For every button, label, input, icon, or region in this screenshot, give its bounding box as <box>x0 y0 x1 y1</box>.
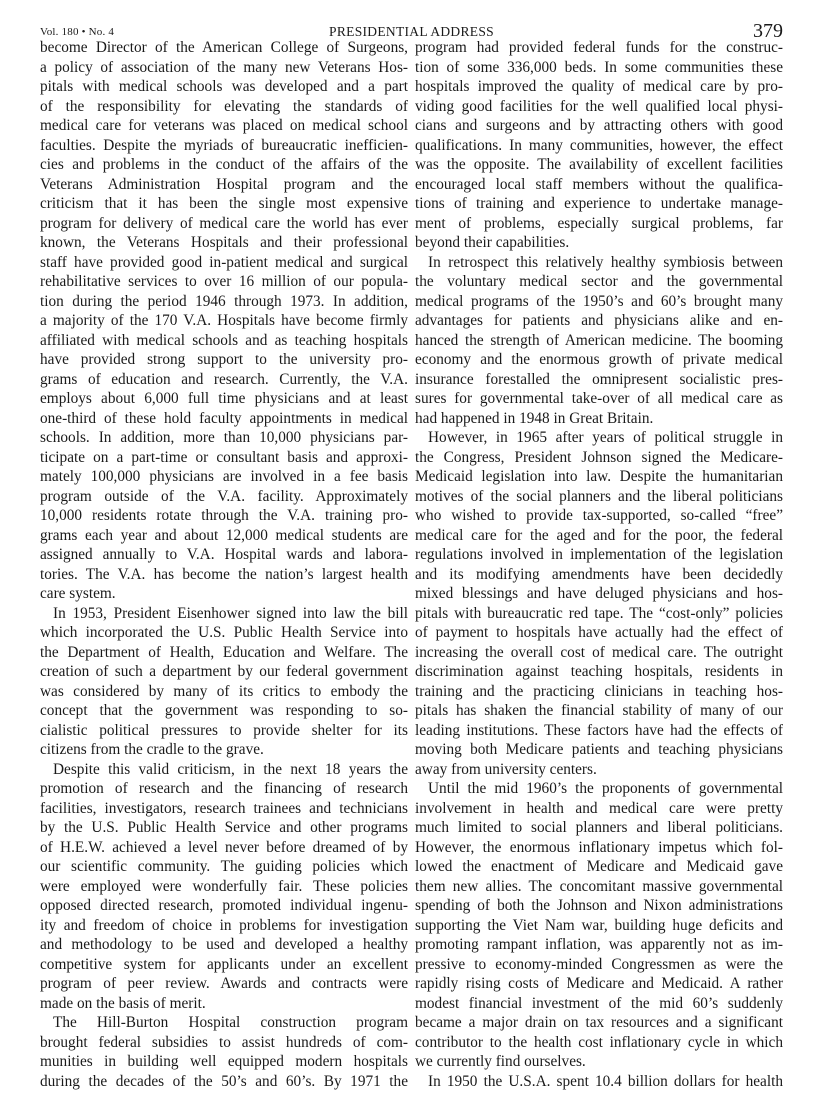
running-title: PRESIDENTIAL ADDRESS <box>329 24 494 39</box>
text-line: rapidly rising costs of Medicare and Medicaid. A rather <box>415 975 783 992</box>
text-line: encouraged local staff members without the qualifica- <box>415 175 783 193</box>
text-line: hanced the strength of American medicine. The booming <box>415 331 783 349</box>
text-line: cies and problems in the conduct of the affairs of the <box>40 156 408 173</box>
text-line: mixed blessings and have deluged physicians and hos- <box>415 585 783 602</box>
text-line: In retrospect this relatively healthy symbiosis between <box>428 253 783 271</box>
text-line: made on the basis of merit. <box>40 994 206 1012</box>
text-line: economy and the enormous growth of private medical <box>415 351 783 368</box>
text-line: munities in building well equipped modern hospitals <box>40 1053 408 1070</box>
text-line: employs about 6,000 full time physicians and at least <box>40 390 408 407</box>
text-line: opposed directed research, promoted individual ingenu- <box>40 897 408 914</box>
text-line: In 1953, President Eisenhower signed into law the bill <box>53 604 408 622</box>
paragraph <box>415 1072 783 1092</box>
text-line: the Department of Health, Education and Welfare. The <box>40 643 408 661</box>
text-line: involvement in health and medical care were pretty <box>415 799 783 817</box>
text-line: known, the Veterans Hospitals and their professional <box>40 234 408 251</box>
left-column <box>40 38 408 1091</box>
text-line: have provided strong support to the university pro- <box>40 351 408 368</box>
text-line: pitals has shaken the financial stability of many of our <box>415 702 783 719</box>
text-line: promotion of research and the financing of research <box>40 780 408 797</box>
text-line: grams of education and research. Currently, the V.A. <box>40 370 408 388</box>
text-line: brought federal subsidies to assist hundreds of com- <box>40 1033 408 1051</box>
text-line: regulations involved in implementation of the legislation <box>415 546 783 563</box>
text-line: pitals with bureaucratic red tape. The “cost-only” policies <box>415 604 783 622</box>
page-number: 379 <box>753 20 783 42</box>
text-line: supporting the Viet Nam war, building huge deficits and <box>415 916 783 934</box>
text-line: them new allies. The concomitant massive governmental <box>415 877 783 895</box>
text-line: motives of the social planners and the liberal politicians <box>415 487 783 505</box>
text-line: and its modifying amendments have been decidedly <box>415 565 783 583</box>
text-line: advantages for patients and physicians alike and en- <box>415 312 783 329</box>
text-line: concept that the government was responding to so- <box>40 702 408 719</box>
text-line: training and the practicing clinicians in teaching hos- <box>415 682 783 700</box>
text-line: became a major drain on tax resources and a significant <box>415 1014 783 1031</box>
text-line: much limited to social planners and liberal politicians. <box>415 819 783 836</box>
text-line: we currently find ourselves. <box>415 1053 586 1070</box>
paragraph <box>40 604 408 760</box>
text-line: program for delivery of medical care the world has ever <box>40 214 408 232</box>
text-line: assigned annually to V.A. Hospital wards and labora- <box>40 546 408 563</box>
text-line: spending of both the Johnson and Nixon administrations <box>415 897 783 914</box>
text-line: of H.E.W. achieved a level never before dreamed of by <box>40 838 408 856</box>
paragraph <box>40 1013 408 1091</box>
text-line: tories. The V.A. has become the nation’s largest health <box>40 565 408 583</box>
text-line: qualifications. In many communities, however, the effect <box>415 136 783 154</box>
text-line: affiliated with medical schools and as teaching hospitals <box>40 331 408 349</box>
text-line: the voluntary medical sector and the governmental <box>415 273 783 290</box>
paragraph <box>415 779 783 1072</box>
paragraph <box>415 38 783 253</box>
text-line: However, in 1965 after years of political struggle in <box>428 429 783 446</box>
text-line: hospitals improved the quality of medical care by pro- <box>415 78 783 95</box>
text-line: was considered by many of its critics to embody the <box>40 682 408 700</box>
volume-issue: Vol. 180 • No. 4 <box>40 26 115 38</box>
text-line: was the opposite. The availability of excellent facilities <box>415 156 783 173</box>
text-line: tion of some 336,000 beds. In some communities these <box>415 58 783 76</box>
text-line: ment of problems, especially surgical problems, far <box>415 214 783 232</box>
text-line: In 1950 the U.S.A. spent 10.4 billion dollars for health <box>428 1072 783 1090</box>
text-line: schools. In addition, more than 10,000 physicians par- <box>40 429 408 446</box>
text-line: competitive system for applicants under an excellent <box>40 955 408 973</box>
text-line: ticipate on a part-time or consultant basis and approxi- <box>40 448 408 466</box>
text-line: Until the mid 1960’s the proponents of governmental <box>428 780 783 797</box>
text-line: The Hill-Burton Hospital construction program <box>53 1014 408 1031</box>
text-line: mately 100,000 physicians are involved in a fee basis <box>40 468 408 485</box>
text-line: criticism that it has been the single most expensive <box>40 195 408 212</box>
text-line: moving both Medicare patients and teaching physicians <box>415 741 783 758</box>
text-line: citizens from the cradle to the grave. <box>40 741 264 758</box>
text-line: rehabilitative services to over 16 million of our popula- <box>40 273 408 290</box>
text-line: by the U.S. Public Health Service and other programs <box>40 819 408 836</box>
text-line: one-third of these hold faculty appointments in medical <box>40 409 408 427</box>
text-line: Medicaid legislation into law. Despite the humanitarian <box>415 468 783 485</box>
text-line: pressive to economy-minded Congressmen as were the <box>415 955 783 973</box>
text-line: program had provided federal funds for the construc- <box>415 39 783 56</box>
text-line: increasing the overall cost of medical care. The outright <box>415 643 783 661</box>
text-line: program outside of the V.A. facility. Approximately <box>40 487 408 505</box>
text-line: become Director of the American College of Surgeons, <box>40 39 408 56</box>
text-line: were employed were wonderfully fair. These policies <box>40 877 408 895</box>
text-line: care system. <box>40 585 116 602</box>
text-line: contributor to the health cost inflationary cycle in which <box>415 1033 783 1051</box>
text-line: tion during the period 1946 through 1973. In addition, <box>40 292 408 310</box>
text-line: viding good facilities for the well qualified local physi- <box>415 97 783 115</box>
right-column <box>415 38 783 1091</box>
text-line: modest financial investment of the mid 60’s suddenly <box>415 994 783 1012</box>
paragraph <box>415 253 783 429</box>
text-line: Despite this valid criticism, in the next 18 years the <box>53 760 408 778</box>
text-line: a majority of the 170 V.A. Hospitals have become firmly <box>40 312 408 329</box>
text-line: medical care for the aged and for the poor, the federal <box>415 526 783 544</box>
text-line: ity and freedom of choice in problems for investigation <box>40 916 408 934</box>
text-line: creation of such a department by our federal government <box>40 663 408 680</box>
text-line: of the responsibility for elevating the standards of <box>40 97 408 115</box>
text-line: medical programs of the 1950’s and 60’s brought many <box>415 292 783 310</box>
paragraph <box>40 38 408 604</box>
text-line: facilities, investigators, research trainees and technicians <box>40 799 408 817</box>
text-line: insurance forestalled the omnipresent socialistic pres- <box>415 370 783 388</box>
text-line: medical care for veterans was placed on medical school <box>40 117 408 134</box>
paragraph <box>415 428 783 779</box>
text-line: away from university centers. <box>415 760 597 778</box>
text-line: lowed the enactment of Medicare and Medicaid gave <box>415 858 783 875</box>
text-line: grams each year and about 12,000 medical students are <box>40 526 408 544</box>
text-line: program of peer review. Awards and contracts were <box>40 975 408 992</box>
paragraph <box>40 760 408 1014</box>
text-line: cialistic political pressures to provide shelter for its <box>40 721 408 739</box>
text-line: who wished to provide tax-supported, so-called “free” <box>415 507 783 524</box>
text-line: leading institutions. These factors have had the effects of <box>415 721 783 739</box>
text-line: and methodology to be used and developed a healthy <box>40 936 408 953</box>
text-line: the Congress, President Johnson signed the Medicare- <box>415 448 783 466</box>
text-line: Veterans Administration Hospital program and the <box>40 175 408 193</box>
text-line: a policy of association of the many new Veterans Hos- <box>40 58 408 76</box>
text-line: sures for governmental take-over of all medical care as <box>415 390 783 407</box>
text-line: tions of training and experience to undertake manage- <box>415 195 783 212</box>
text-line: discrimination against teaching hospitals, residents in <box>415 663 783 680</box>
text-line: staff have provided good in-patient medical and surgical <box>40 253 408 271</box>
text-line: promoting rampant inflation, was apparently not as im- <box>415 936 783 953</box>
text-line: beyond their capabilities. <box>415 234 570 251</box>
text-line: our scientific community. The guiding policies which <box>40 858 408 875</box>
text-line: 10,000 residents rotate through the V.A. training pro- <box>40 507 408 524</box>
text-line: which incorporated the U.S. Public Health Service into <box>40 624 408 641</box>
text-line: of payment to hospitals have actually had the effect of <box>415 624 783 641</box>
text-line: However, the enormous inflationary impetus which fol- <box>415 838 783 856</box>
text-line: during the decades of the 50’s and 60’s. By 1971 the <box>40 1072 408 1090</box>
text-line: had happened in 1948 in Great Britain. <box>415 409 654 427</box>
text-line: cians and surgeons and by attracting others with good <box>415 117 783 134</box>
text-line: faculties. Despite the myriads of bureaucratic inefficien- <box>40 136 408 154</box>
text-line: pitals with medical schools was developed and a part <box>40 78 408 95</box>
